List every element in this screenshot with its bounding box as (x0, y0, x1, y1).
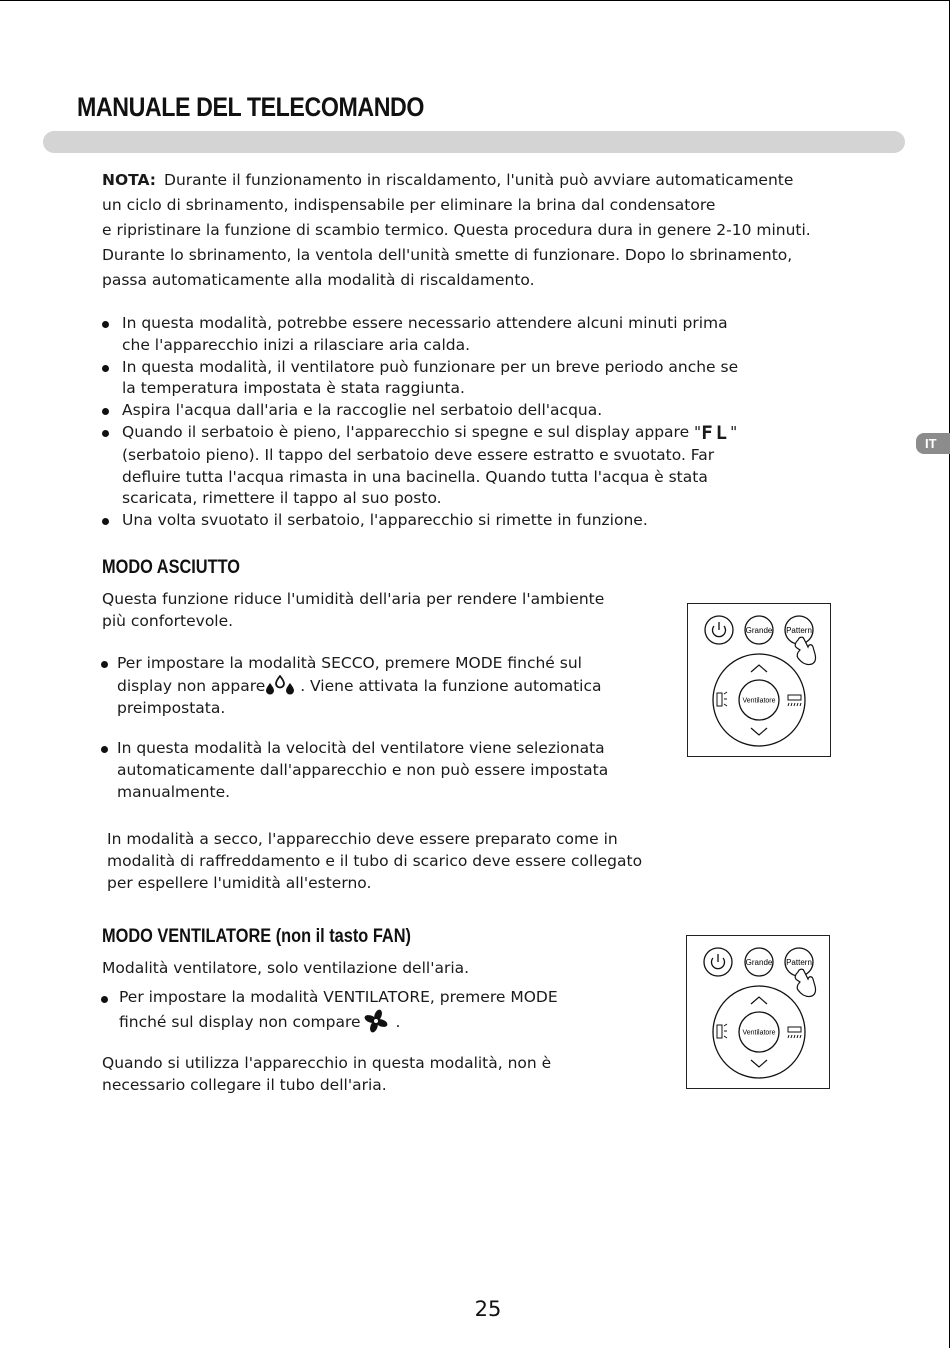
text-line: In questa modalità la velocità del ventilatore viene selezionata (117, 739, 605, 757)
fan-mode-note (102, 1053, 551, 1097)
section-heading-fan-mode: MODO VENTILATORE (non il tasto FAN) (102, 926, 411, 947)
list-item-line: la temperatura impostata è stata raggiunta. (122, 379, 465, 398)
list-item (102, 510, 842, 532)
dry-mode-bullet (101, 653, 602, 719)
text-line: Per impostare la modalità VENTILATORE, premere MODE (119, 988, 558, 1006)
page-number: 25 (474, 1297, 502, 1321)
title-underline-bar (43, 131, 905, 153)
bullet-dot (102, 365, 109, 372)
bullet-dot (102, 430, 109, 437)
list-item-line: Aspira l'acqua dall'aria e la raccoglie nel serbatoio dell'acqua. (122, 401, 603, 420)
note-line: Durante il funzionamento in riscaldamento, l'unità può avviare automaticamente (164, 171, 794, 189)
note-paragraph (102, 168, 902, 293)
chevron-down-icon (751, 728, 767, 735)
page-border (0, 0, 949, 1)
note-label: NOTA: (102, 171, 157, 189)
dry-mode-bullet (101, 738, 608, 803)
text-line: display non appare (117, 676, 266, 695)
bullet-dot (101, 746, 108, 753)
list-item (102, 400, 842, 422)
bullet-dot (102, 321, 109, 328)
list-item-line: scaricata, rimettere il tappo al suo posto. (122, 489, 442, 508)
language-badge: IT (916, 433, 950, 454)
text-line: Modalità ventilatore, solo ventilazione dell'aria. (102, 959, 470, 977)
bullet-dot (102, 408, 109, 415)
air-flow-icon (788, 695, 801, 706)
list-item (102, 422, 842, 510)
note-line: e ripristinare la funzione di scambio termico. Questa procedura dura in genere 2-10 minuti. (102, 221, 811, 239)
text-line: finché sul display non compare (119, 1012, 361, 1031)
chevron-up-icon (751, 665, 767, 672)
air-flow-icon (788, 1027, 801, 1038)
bullet-dot (102, 518, 109, 525)
chevron-up-icon (751, 997, 767, 1004)
quote-mark: " (730, 422, 738, 441)
text-line: preimpostata. (117, 698, 226, 717)
swing-icon (717, 1024, 727, 1038)
center-label: Ventilatore (742, 697, 776, 705)
power-button (704, 948, 732, 976)
list-item-line: defluire tutta l'acqua rimasta in una bacinella. Quando tutta l'acqua è stata (122, 467, 708, 486)
dry-mode-icon (265, 675, 295, 695)
fan-mode-icon (361, 1009, 391, 1033)
chevron-down-icon (751, 1060, 767, 1067)
text-line: . (390, 1012, 401, 1031)
note-line: passa automaticamente alla modalità di riscaldamento. (102, 271, 535, 289)
list-item (102, 313, 842, 357)
text-line: . Viene attivata la funzione automatica (295, 676, 602, 695)
text-line: necessario collegare il tubo dell'aria. (102, 1075, 387, 1094)
text-line: per espellere l'umidità all'esterno. (107, 873, 372, 892)
bullet-list (102, 313, 842, 532)
text-line: Quando si utilizza l'apparecchio in questa modalità, non è (102, 1054, 552, 1072)
text-line: Questa funzione riduce l'umidità dell'aria per rendere l'ambiente (102, 590, 605, 608)
text-line: più confortevole. (102, 611, 234, 630)
bullet-dot (101, 661, 108, 668)
fan-mode-intro (102, 958, 469, 980)
display-code-ft: FL (701, 421, 731, 444)
dry-mode-intro (102, 589, 604, 633)
remote-illustration (687, 603, 831, 757)
pattern-label: Pattern (786, 626, 812, 635)
list-item (102, 357, 842, 401)
list-item-line: In questa modalità, potrebbe essere necessario attendere alcuni minuti prima (122, 314, 728, 332)
text-line: In modalità a secco, l'apparecchio deve essere preparato come in (107, 830, 618, 848)
grande-label: Grande (745, 626, 773, 635)
grande-label: Grande (745, 958, 773, 967)
list-item-line: Quando il serbatoio è pieno, l'apparecchio si spegne e sul display appare " (122, 422, 702, 441)
text-line: Per impostare la modalità SECCO, premere MODE finché sul (117, 654, 582, 672)
pattern-label: Pattern (786, 958, 812, 967)
text-line: manualmente. (117, 782, 231, 801)
text-line: modalità di raffreddamento e il tubo di scarico deve essere collegato (107, 851, 643, 870)
dry-mode-note (107, 829, 642, 894)
center-label: Ventilatore (742, 1029, 776, 1037)
pointing-hand-icon (795, 969, 815, 996)
swing-icon (717, 692, 727, 706)
bullet-dot (101, 996, 108, 1003)
remote-illustration (686, 935, 830, 1089)
note-line: Durante lo sbrinamento, la ventola dell'unità smette di funzionare. Dopo lo sbrinamento, (102, 246, 793, 264)
text-line: automaticamente dall'apparecchio e non può essere impostata (117, 760, 609, 779)
list-item-line: Una volta svuotato il serbatoio, l'apparecchio si rimette in funzione. (122, 511, 648, 530)
list-item-line: (serbatoio pieno). Il tappo del serbatoio deve essere estratto e svuotato. Far (122, 445, 715, 464)
pointing-hand-icon (795, 637, 815, 664)
list-item-line: In questa modalità, il ventilatore può funzionare per un breve periodo anche se (122, 357, 739, 376)
power-button (705, 616, 733, 644)
page-title: MANUALE DEL TELECOMANDO (77, 92, 425, 122)
fan-mode-bullet (101, 987, 558, 1034)
list-item-line: che l'apparecchio inizi a rilasciare aria calda. (122, 335, 471, 354)
section-heading-dry-mode: MODO ASCIUTTO (102, 557, 240, 578)
note-line: un ciclo di sbrinamento, indispensabile per eliminare la brina dal condensatore (102, 196, 716, 214)
